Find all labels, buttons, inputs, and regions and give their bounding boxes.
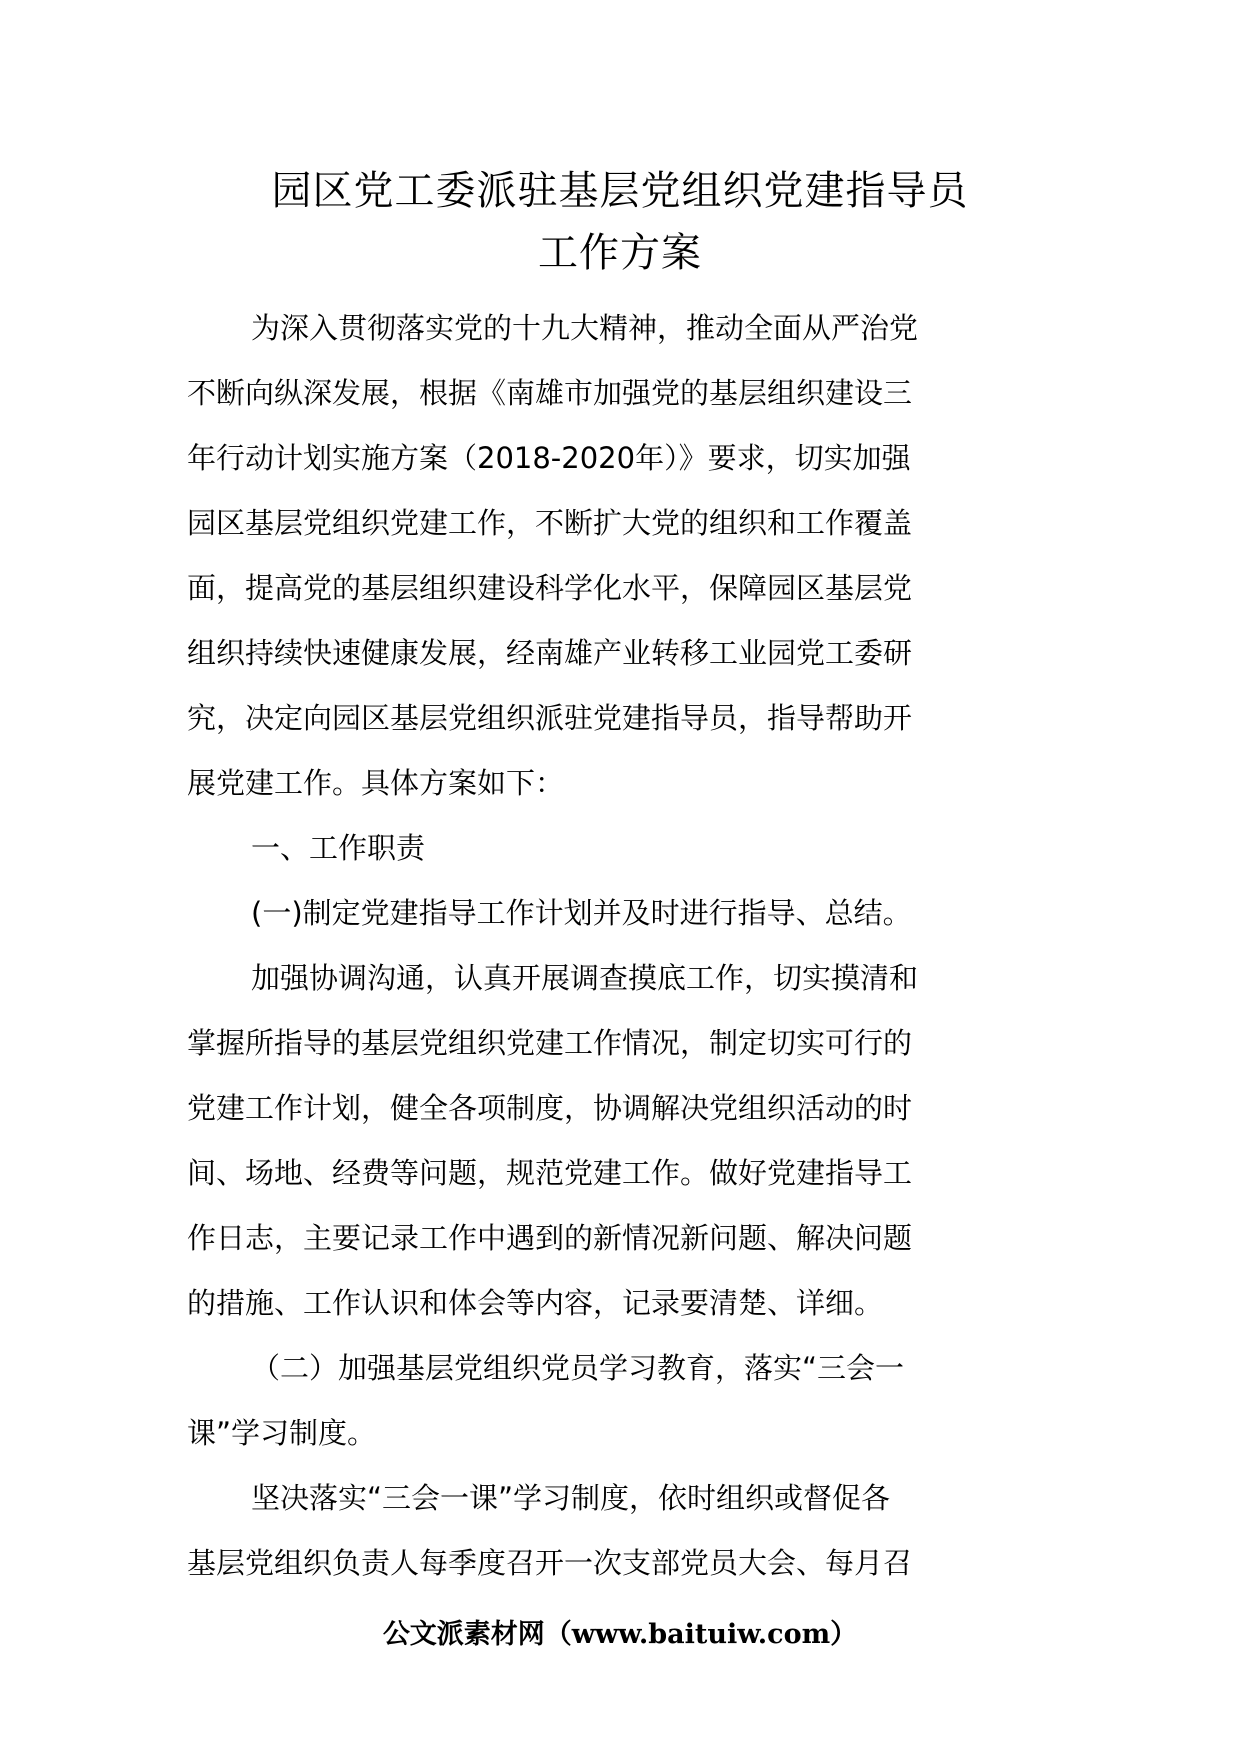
body-line: 组织持续快速健康发展，经南雄产业转移工业园党工委研 [187,636,913,670]
body-line: 党建工作计划，健全各项制度，协调解决党组织活动的时 [187,1091,913,1125]
subsection-heading: (一)制定党建指导工作计划并及时进行指导、总结。 [251,896,912,930]
body-line: 面，提高党的基层组织建设科学化水平，保障园区基层党 [187,571,913,605]
body-line: 园区基层党组织党建工作，不断扩大党的组织和工作覆盖 [187,506,913,540]
body-line: 作日志，主要记录工作中遇到的新情况新问题、解决问题 [187,1221,913,1255]
body-line: 为深入贯彻落实党的十九大精神，推动全面从严治党 [251,311,919,345]
body-line: 基层党组织负责人每季度召开一次支部党员大会、每月召 [187,1546,913,1580]
document-body [187,296,1055,1596]
body-line: 坚决落实“三会一课”学习制度，依时组织或督促各 [251,1481,891,1515]
body-line: 不断向纵深发展，根据《南雄市加强党的基层组织建设三 [187,376,913,410]
body-line: 年行动计划实施方案（2018-2020年）》要求，切实加强 [187,441,911,475]
body-line: 的措施、工作认识和体会等内容，记录要清楚、详细。 [187,1286,884,1320]
document-title [0,160,1240,284]
subsection-heading: （二）加强基层党组织党员学习教育，落实“三会一 [251,1351,905,1385]
title-line-1: 园区党工委派驻基层党组织党建指导员 [271,168,969,214]
body-line: 加强协调沟通，认真开展调查摸底工作，切实摸清和 [251,961,919,995]
title-line-2: 工作方案 [538,230,702,276]
section-heading: 一、工作职责 [251,831,426,865]
body-line: 展党建工作。具体方案如下： [187,766,565,800]
body-line: 究，决定向园区基层党组织派驻党建指导员，指导帮助开 [187,701,913,735]
body-line: 掌握所指导的基层党组织党建工作情况，制定切实可行的 [187,1026,913,1060]
body-line: 间、场地、经费等问题，规范党建工作。做好党建指导工 [187,1156,913,1190]
body-line: 课”学习制度。 [187,1416,377,1450]
footer-watermark: 公文派素材网（www.baituiw.com） [382,1619,858,1650]
